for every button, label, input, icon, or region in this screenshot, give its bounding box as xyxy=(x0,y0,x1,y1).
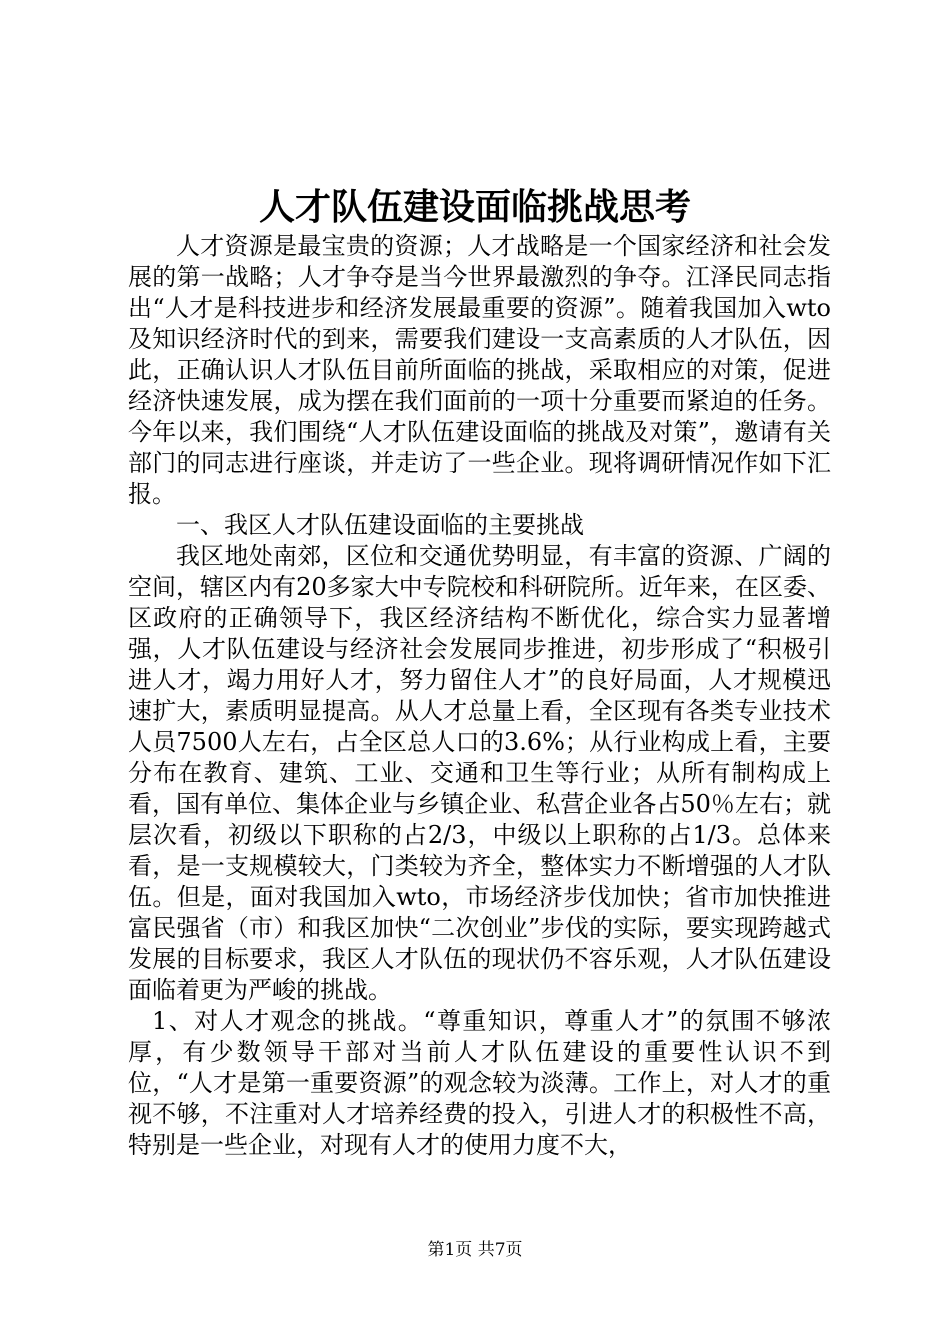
page-number-footer: 第1页 共7页 xyxy=(427,1240,523,1260)
paragraph-overview: 我区地处南郊，区位和交通优势明显，有丰富的资源、广阔的空间，辖区内有20多家大中专院校和科研院所。近年来，在区委、区政府的正确领导下，我区经济结构不断优化，综合实力显著增强，人才队伍建设与经济社会发展同步推进，初步形成了“积极引进人才，竭力用好人才，努力留住人才”的良好局面，人才规模迅速扩大，素质明显提高。从人才总量上看，全区现有各类专业技术人员7500人左右，占全区总人口的3.6%；从行业构成上看，主要分布在教育、建筑、工业、交通和卫生等行业；从所有制构成上看，国有单位、集体企业与乡镇企业、私营企业各占50％左右；就层次看，初级以下职称的占2/3，中级以上职称的占1/3。总体来看，是一支规模较大，门类较为齐全，整体实力不断增强的人才队伍。但是，面对我国加入wto，市场经济步伐加快；省市加快推进富民强省（市）和我区加快“二次创业”步伐的实际，要实现跨越式发展的目标要求，我区人才队伍的现状仍不容乐观，人才队伍建设面临着更为严峻的挑战。 xyxy=(128,542,831,1004)
document-body xyxy=(128,231,831,1161)
section-heading: 一、我区人才队伍建设面临的主要挑战 xyxy=(176,511,584,539)
document-title: 人才队伍建设面临挑战思考 xyxy=(258,186,691,228)
paragraph-intro: 人才资源是最宝贵的资源；人才战略是一个国家经济和社会发展的第一战略；人才争夺是当今世界最激烈的争夺。江泽民同志指出“人才是科技进步和经济发展最重要的资源”。随着我国加入wto及知识经济时代的到来，需要我们建设一支高素质的人才队伍，因此，正确认识人才队伍目前所面临的挑战，采取相应的对策，促进经济快速发展，成为摆在我们面前的一项十分重要而紧迫的任务。今年以来，我们围绕“人才队伍建设面临的挑战及对策”，邀请有关部门的同志进行座谈，并走访了一些企业。现将调研情况作如下汇报。 xyxy=(128,232,831,508)
paragraph-item-1: 1、对人才观念的挑战。“尊重知识，尊重人才”的氛围不够浓厚，有少数领导干部对当前人才队伍建设的重要性认识不到位，“人才是第一重要资源”的观念较为淡薄。工作上，对人才的重视不够，不注重对人才培养经费的投入，引进人才的积极性不高，特别是一些企业，对现有人才的使用力度不大， xyxy=(128,1007,831,1159)
